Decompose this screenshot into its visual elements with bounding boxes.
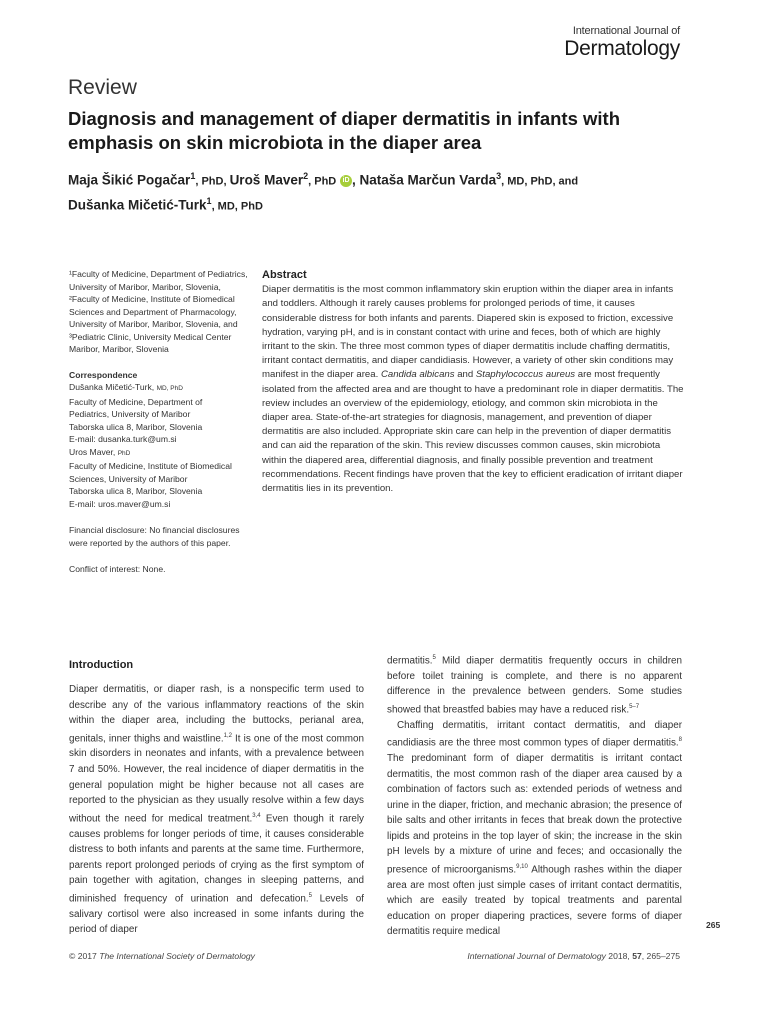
citation-ref[interactable]: 8 bbox=[678, 737, 682, 744]
introduction-heading: Introduction bbox=[69, 659, 134, 671]
financial-disclosure: Financial disclosure: No financial disclosures were reported by the authors of this paper. bbox=[69, 525, 240, 548]
species-name: Staphylococcus aureus bbox=[475, 369, 576, 381]
citation-ref[interactable]: 1,2 bbox=[223, 732, 232, 739]
article-sidebar bbox=[69, 268, 249, 576]
footer-copyright: © 2017 The International Society of Dermatology bbox=[69, 951, 255, 961]
citation-ref[interactable]: 5 bbox=[432, 655, 436, 661]
author-name: Maja Šikić Pogačar bbox=[68, 172, 191, 188]
correspondence-email[interactable]: E-mail: uros.maver@um.si bbox=[69, 498, 171, 509]
author-name: , Nataša Marčun Varda bbox=[352, 172, 497, 188]
correspondence-line: Taborska ulica 8, Maribor, Slovenia bbox=[69, 421, 203, 432]
abstract bbox=[262, 268, 686, 496]
correspondence-line: Pediatrics, University of Maribor bbox=[69, 409, 191, 419]
journal-logo-line1: International Journal of bbox=[572, 25, 680, 37]
author-list bbox=[68, 167, 708, 216]
citation-ref[interactable]: 5 bbox=[308, 892, 312, 899]
correspondence-email[interactable]: E-mail: dusanka.turk@um.si bbox=[69, 434, 177, 444]
correspondence-line: Faculty of Medicine, Institute of Biomedical bbox=[69, 461, 232, 471]
affiliations: ¹Faculty of Medicine, Department of Pediatrics, University of Maribor, Maribor, Slovenia, ²Faculty of Medicine, Institute of Biomedical Sciences and Department of Pharmacology, University of Maribor, Maribor, Slovenia, and ³Pediatric Clinic, University Medical Center Maribor, Maribor, Slovenia bbox=[69, 269, 248, 354]
author-affil-mark: 2 bbox=[303, 171, 309, 181]
page-number: 265 bbox=[706, 920, 721, 930]
author-degree: , PhD bbox=[308, 175, 337, 188]
journal-logo bbox=[564, 26, 680, 59]
body-column-right bbox=[387, 651, 682, 940]
correspondence-line: Faculty of Medicine, Department of bbox=[69, 396, 203, 407]
author-name: Dušanka Mičetić-Turk bbox=[68, 197, 207, 212]
section-label: Review bbox=[68, 76, 137, 99]
author-affil-mark: 1 bbox=[206, 195, 212, 206]
article-title: Diagnosis and management of diaper dermatitis in infants with emphasis on skin microbiota in the diaper area bbox=[68, 108, 621, 153]
correspondent-name: Uros Maver, PhD bbox=[69, 446, 131, 457]
orcid-icon[interactable]: iD bbox=[340, 175, 352, 187]
abstract-text: Diaper dermatitis is the most common inflammatory skin eruption within the diaper area in infants and toddlers. Although it rarely causes problems for prolonged periods of time, it causes considerable distress for both infants and parents. Diapered skin is exposed to friction, excessive hydration, varying pH, and is in constant contact with urine and feces, both of which are highly irritant to the skin. The three most common types of diaper dermatitis include chaffing dermatitis, irritant contact dermatitis, and diaper candidiasis. However, a variety of other skin conditions may manifest in the diaper area. Candida albicans and Staphylococcus aureus are most frequently isolated from the affected area and are thought to have a predominant role in diaper dermatitis. The review includes an overview of the epidemiology, etiology, and common skin microbiota in the diaper area. State-of-the-art strategies for diagnosis, management, and prevention of diaper dermatitis are also included. Appropriate skin care can help in the prevention of diaper dermatitis and can aid the reparation of the skin. This review discusses common causes, skin microbiota within the diapered area, differential diagnosis, and finally possible prevention and treatment recommendations. Recent findings have proven that the key to efficient eradication of irritant diaper dermatitis lies in its prevention. bbox=[262, 284, 684, 495]
correspondence-line: Taborska ulica 8, Maribor, Slovenia bbox=[69, 486, 203, 496]
conflict-of-interest: Conflict of interest: None. bbox=[69, 564, 166, 574]
author-affil-mark: 1 bbox=[190, 171, 196, 181]
citation-ref[interactable]: 5–7 bbox=[629, 703, 640, 710]
author-name: Uroš Maver bbox=[229, 172, 304, 188]
author-affil-mark: 3 bbox=[496, 171, 502, 181]
author-degree: , MD, PhD bbox=[211, 200, 263, 212]
species-name: Candida albicans bbox=[380, 369, 455, 381]
body-paragraph: Diaper dermatitis, or diaper rash, is a nonspecific term used to describe any of the various inflammatory reactions of the skin within the diaper area, including the buttocks, perianal area, genitals, inner thighs and waistline.$^{1,2}$ It is one of the most common skin disorders in neonates and infants, with a prevalence between 7 and 50%. However, the real incidence of diaper dermatitis in the general population might be higher because not all cases are reported to the physician as they usually resolve within a few days without the need for medical treatment.$^{3,4}$ Even though it rarely causes problems for longer periods of time, it causes considerable distress to both infants and parents at the same time. Furthermore, parents report prolonged periods of crying as the first symptom of pain together with agitation, changes in sleeping patterns, and diminished frequency of urination and defecation.$^5$ Levels of salivary cortisol were also increased in some infants during the period of diaper bbox=[69, 684, 365, 936]
correspondence-line: Sciences, University of Maribor bbox=[69, 473, 188, 484]
journal-logo-line2: Dermatology bbox=[564, 37, 680, 60]
correspondence-heading: Correspondence bbox=[69, 369, 138, 380]
body-paragraph: Chaffing dermatitis, irritant contact dermatitis, and diaper candidiasis are the three most common types of diaper dermatitis.$^8$ The predominant form of diaper dermatitis is irritant contact dermatitis, the most common rash of the diaper area caused by a combination of factors such as: extended periods of wetness and urine in the diaper, friction, and mechanic abrasion; the presence of bile salts and other irritants in feces that break down the protective lipids and proteins in the top layer of skin; the increase in the skin pH levels by a mixture of urine and feces; and occasionally the presence of microorganisms.$^{9,10}$ Although rashes within the diaper area are most often just simple cases of irritant contact dermatitis, which are easily treated by topical treatments and parental education on proper diapering practices, severe forms of diaper dermatitis require medical bbox=[387, 719, 682, 938]
correspondent-name: Dušanka Mičetić-Turk, MD, PhD bbox=[69, 382, 183, 392]
footer-citation: International Journal of Dermatology 2018, 57, 265–275 bbox=[467, 951, 680, 961]
body-paragraph: dermatitis.$^5$ Mild diaper dermatitis frequently occurs in children before toilet training is complete, and there is no apparent difference in the prevalence between genders. Some studies showed that breastfed babies may have a reduced risk.$^{5-7}$ bbox=[387, 655, 682, 716]
author-degree: , PhD, bbox=[195, 175, 230, 188]
citation-ref[interactable]: 3,4 bbox=[252, 812, 261, 819]
citation-ref[interactable]: 9,10 bbox=[516, 864, 528, 870]
author-degree: , MD, PhD, and bbox=[501, 175, 579, 188]
abstract-heading: Abstract bbox=[262, 269, 307, 281]
body-column-left bbox=[69, 682, 364, 938]
